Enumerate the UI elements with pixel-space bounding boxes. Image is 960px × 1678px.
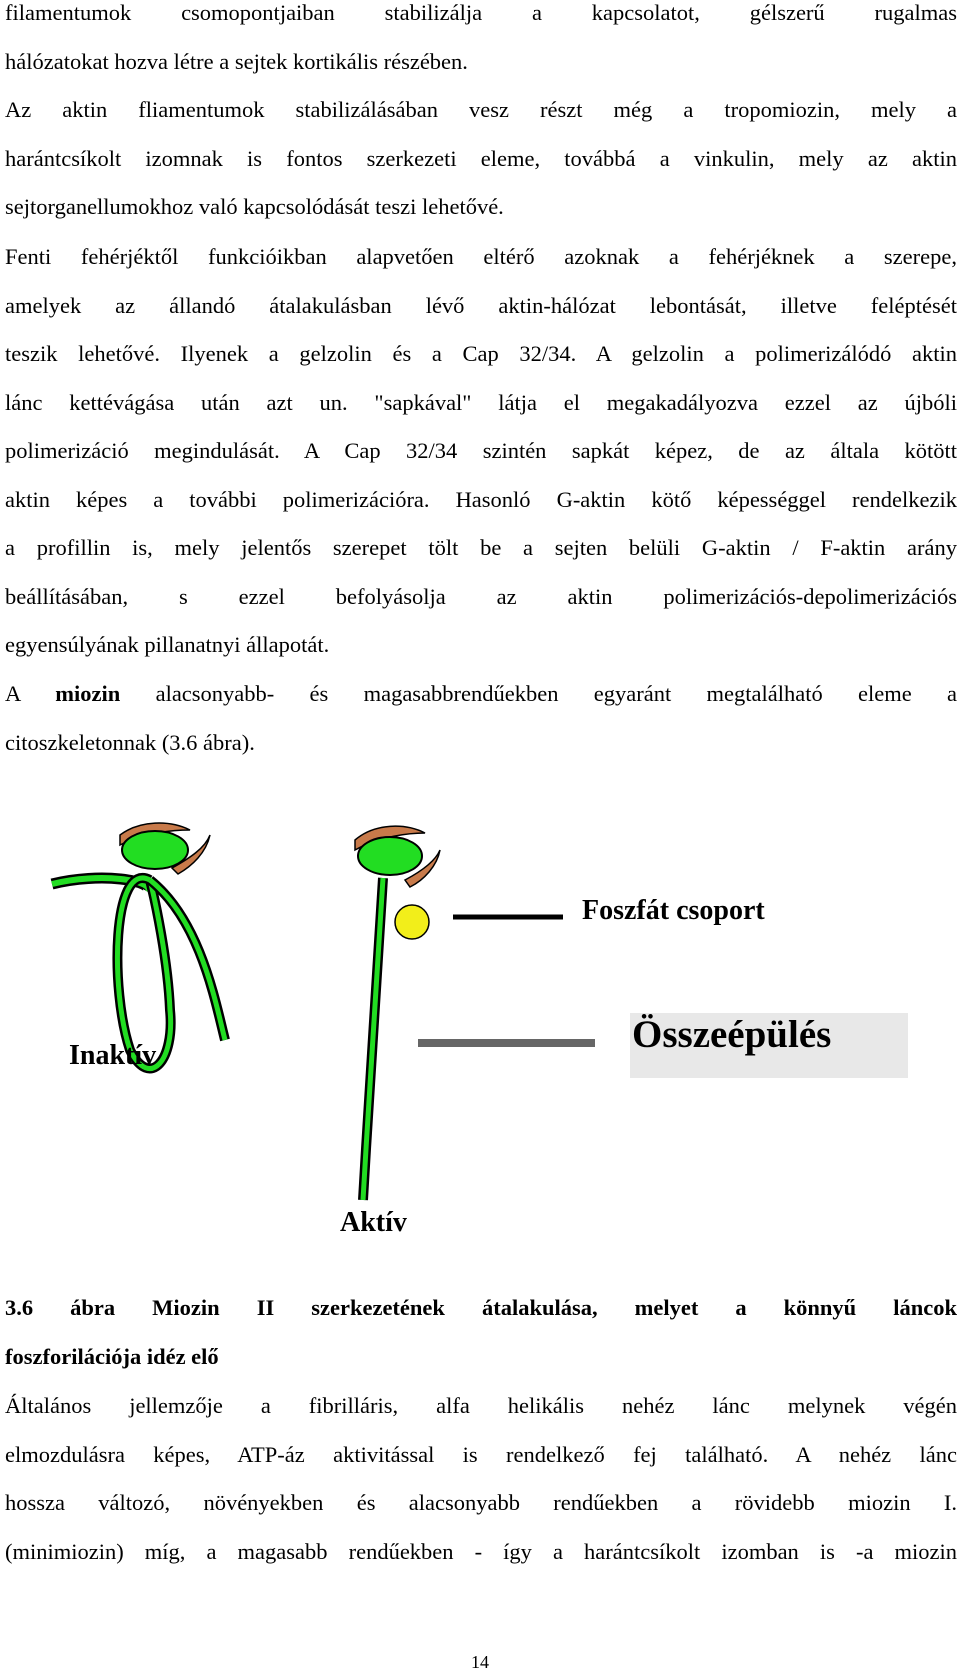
figure-caption <box>5 1284 957 1381</box>
paragraph-myosin-description <box>5 1382 957 1576</box>
bold-term-miozin: miozin <box>55 681 121 706</box>
text-line: Fenti fehérjéktől funkcióikban alapvetően eltérő azoknak a fehérjéknek a szerepe, <box>5 244 957 269</box>
label-active: Aktív <box>340 1207 407 1238</box>
paragraph-actin-network-proteins <box>5 233 957 670</box>
paragraph-actin-stabilization <box>5 0 957 232</box>
active-myosin-head <box>358 837 422 875</box>
text-line: hossza változó, növényekben és alacsonyabb rendűekben a rövidebb miozin I. <box>5 1490 957 1515</box>
text-line: amelyek az állandó átalakulásban lévő aktin-hálózat lebontását, illetve feléptését <box>5 292 957 318</box>
text-line: beállításában, s ezzel befolyásolja az aktin polimerizációs-depolimerizációs <box>5 583 957 609</box>
page-number: 14 <box>471 1652 489 1672</box>
label-inactive: Inaktív <box>69 1040 157 1071</box>
text-line: citoszkeletonnak (3.6 ábra). <box>5 729 255 755</box>
text-line: Általános jellemzője a fibrilláris, alfa helikális nehéz lánc melynek végén <box>5 1393 957 1418</box>
text-line: aktin képes a további polimerizációra. Hasonló G-aktin kötő képességgel rendelkezik <box>5 486 957 512</box>
text-line: polimerizáció megindulását. A Cap 32/34 szintén sapkát képez, de az általa kötött <box>5 438 957 463</box>
text-run: alacsonyabb- és magasabbrendűekben egyaránt megtalálható eleme a <box>120 681 957 706</box>
active-myosin <box>355 826 440 1200</box>
text-line: a profillin is, mely jelentős szerepet tölt be a sejten belüli G-aktin / F-aktin arány <box>5 535 957 560</box>
text-run: A <box>5 681 56 706</box>
text-line: Az aktin fliamentumok stabilizálásában vesz részt még a tropomiozin, mely a <box>5 97 957 122</box>
label-assembly: Összeépülés <box>632 1013 832 1056</box>
phosphate-group <box>395 905 429 939</box>
text-line <box>5 670 957 719</box>
inactive-myosin-head <box>122 831 188 869</box>
text-line: egyensúlyának pillanatnyi állapotát. <box>5 632 330 657</box>
paragraph-myosin-intro <box>5 670 957 767</box>
text-line: teszik lehetővé. Ilyenek a gelzolin és a Cap 32/34. A gelzolin a polimerizálódó aktin <box>5 341 957 366</box>
text-line: lánc kettévágása után azt un. "sapkával" látja el megakadályozva ezzel az újbóli <box>5 389 957 415</box>
text-line: filamentumok csomopontjaiban stabilizálja a kapcsolatot, gélszerű rugalmas <box>5 0 957 25</box>
text-line: hálózatokat hozva létre a sejtek kortikális részében. <box>5 48 468 74</box>
caption-line: foszforilációja idéz elő <box>5 1343 219 1369</box>
caption-line: 3.6 ábra Miozin II szerkezetének átalakulása, melyet a könnyű láncok <box>5 1295 957 1320</box>
text-line: elmozdulásra képes, ATP-áz aktivitással is rendelkező fej található. A nehéz lánc <box>5 1441 957 1467</box>
inactive-myosin <box>52 823 225 1069</box>
text-line: sejtorganellumokhoz való kapcsolódását teszi lehetővé. <box>5 194 504 219</box>
text-line: harántcsíkolt izomnak is fontos szerkezeti eleme, továbbá a vinkulin, mely az aktin <box>5 145 957 171</box>
text-line: (minimiozin) míg, a magasabb rendűekben - így a harántcsíkolt izomban is -a miozin <box>5 1538 957 1564</box>
label-phosphate-group: Foszfát csoport <box>582 895 765 926</box>
